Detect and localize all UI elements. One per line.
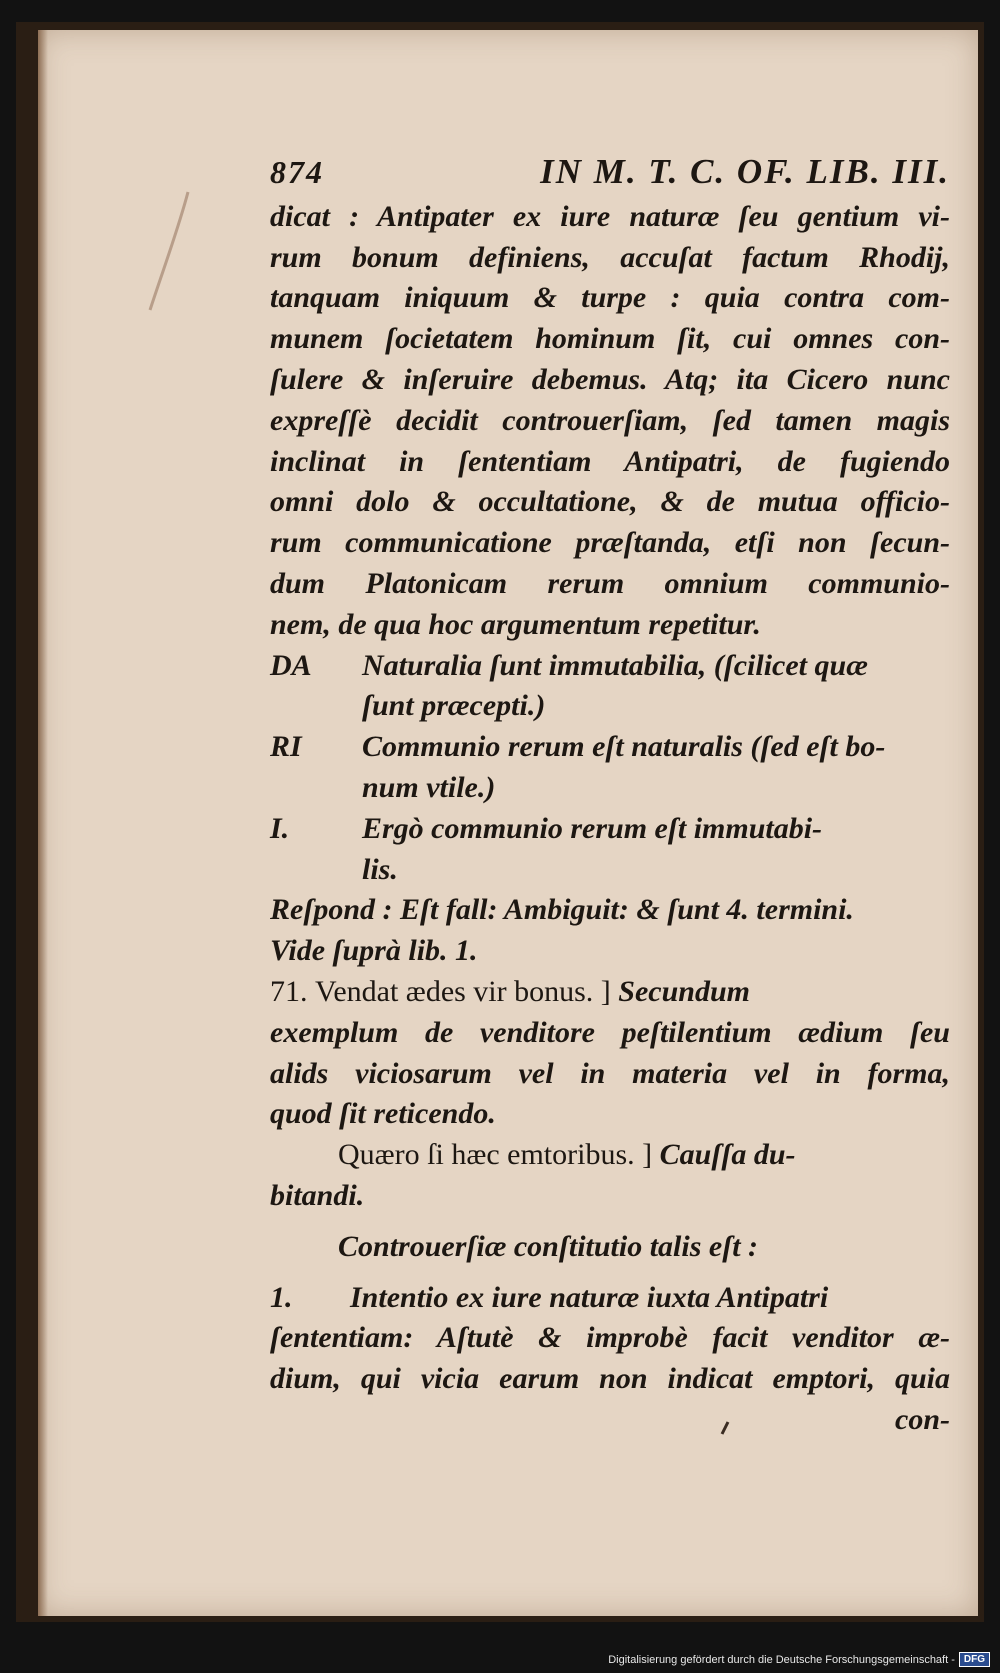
commentary-text: Secundum (618, 974, 751, 1008)
syllogism-conclusion (270, 809, 950, 850)
section-71-first-line (270, 972, 950, 1013)
running-head (270, 152, 950, 193)
item-number: 1. (270, 1280, 293, 1314)
text-line: bitandi. (270, 1178, 365, 1212)
syllogism-major (270, 646, 950, 687)
book-page (38, 30, 978, 1616)
controversia-heading: Controuerſiæ conſtitutio talis eſt : (338, 1229, 759, 1263)
response-line: Reſpond : Eſt fall: Ambiguit: & ſunt 4. termini. (270, 893, 854, 927)
text-line: dum Platonicam rerum omnium communio- (270, 566, 950, 600)
syllogism-continuation: lis. (362, 852, 398, 886)
text-line: alids viciosarum vel in materia vel in forma, (270, 1056, 950, 1090)
text-line: expreſſè decidit controuerſiam, ſed tamen magis (270, 403, 950, 437)
page-number: 874 (270, 154, 324, 190)
syllogism-label: DA (270, 648, 312, 682)
syllogism-text: Ergò communio rerum eſt immutabi- (362, 811, 823, 845)
quaero-first-line (270, 1135, 950, 1176)
syllogism-continuation: ſunt præcepti.) (362, 689, 546, 723)
catchword: con- (895, 1402, 950, 1436)
syllogism-text: Naturalia ſunt immutabilia, (ſcilicet quæ (362, 648, 868, 682)
book-binding (16, 22, 984, 1622)
text-line: dicat : Antipater ex iure naturæ ſeu gentium vi- (270, 199, 950, 233)
text-line: rum bonum definiens, accuſat factum Rhodij, (270, 240, 950, 274)
text-line: munem ſocietatem hominum ſit, cui omnes con- (270, 322, 950, 356)
running-head-title: IN M. T. C. OF. LIB. III. (540, 152, 950, 191)
text-line: ſententiam: Aſtutè & improbè facit venditor æ- (270, 1321, 950, 1355)
page-text (270, 152, 950, 1441)
lemma: Vendat ædes vir bonus. ] (315, 974, 611, 1008)
credit-text: Digitalisierung gefördert durch die Deutsche Forschungsgemeinschaft - (608, 1653, 955, 1666)
text-line: inclinat in ſententiam Antipatri, de fugiendo (270, 444, 950, 478)
text-line: quod ſit reticendo. (270, 1097, 496, 1131)
pencil-stroke (150, 192, 188, 310)
text-line: nem, de qua hoc argumentum repetitur. (270, 607, 761, 641)
commentary-text: Intentio ex iure naturæ iuxta Antipatri (350, 1280, 829, 1314)
intentio-first-line (270, 1278, 950, 1319)
lemma: Quæro ſi hæc emtoribus. ] (338, 1138, 653, 1172)
text-line: dium, qui vicia earum non indicat emptori, quia (270, 1362, 950, 1396)
text-line: omni dolo & occultatione, & de mutua officio- (270, 485, 950, 519)
syllogism-label: I. (270, 811, 290, 845)
text-line: exemplum de venditore peſtilentium ædium ſeu (270, 1015, 950, 1049)
text-line: rum communicatione præſtanda, etſi non ſecun- (270, 526, 950, 560)
text-line: ſulere & inſeruire debemus. Atq; ita Cicero nunc (270, 362, 950, 396)
text-line: tanquam iniquum & turpe : quia contra com- (270, 281, 950, 315)
response-line: Vide ſuprà lib. 1. (270, 934, 478, 968)
syllogism-continuation: num vtile.) (362, 770, 496, 804)
section-number: 71. (270, 974, 308, 1008)
commentary-text: Cauſſa du- (659, 1138, 796, 1172)
syllogism-text: Communio rerum eſt naturalis (ſed eſt bo- (362, 730, 886, 764)
digitization-credit (608, 1652, 990, 1667)
dfg-logo[interactable]: DFG (959, 1652, 990, 1667)
syllogism-minor (270, 727, 950, 768)
syllogism-label: RI (270, 730, 302, 764)
